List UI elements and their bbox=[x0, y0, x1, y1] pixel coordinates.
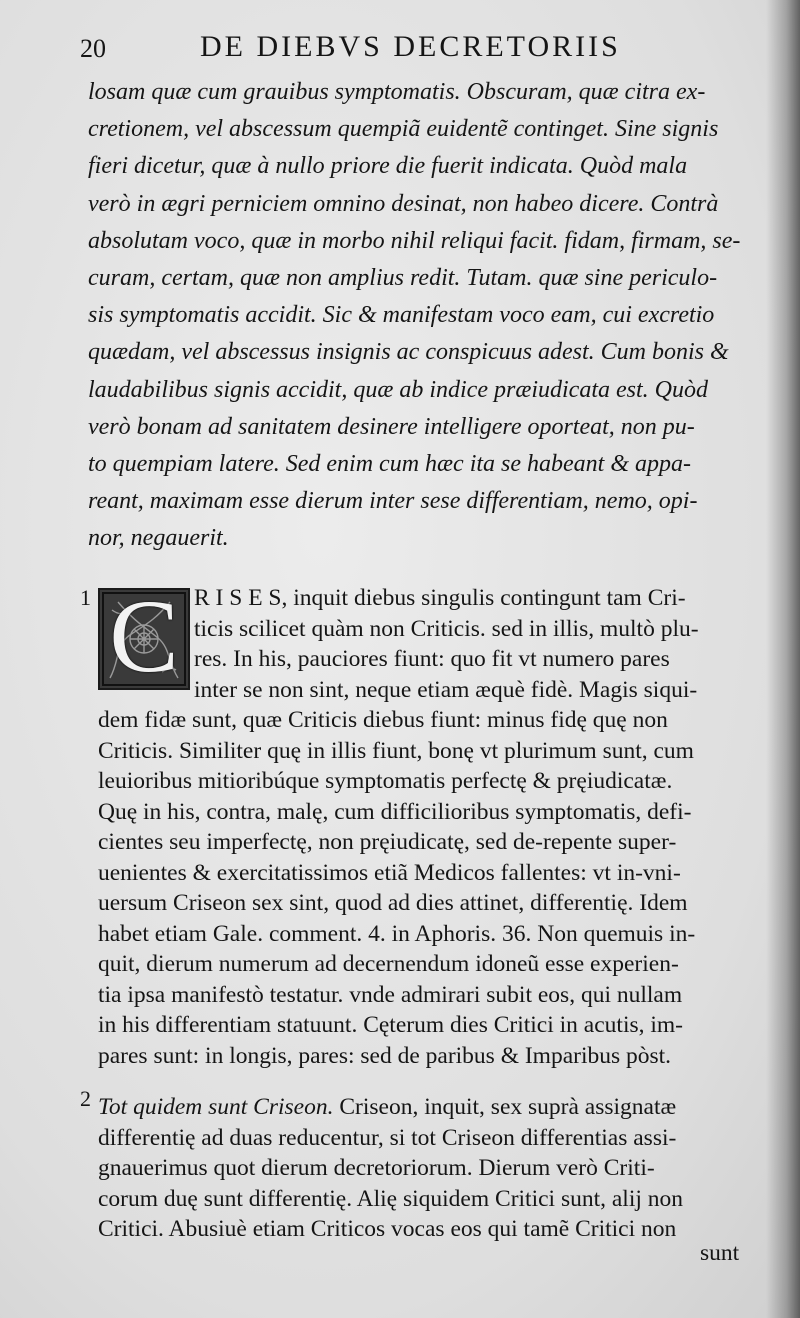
text-line: corum duę sunt differentię. Alię siquidem Critici sunt, alij non bbox=[98, 1185, 684, 1212]
text-line: cientes seu imperfectę, non pręiudicatę, sed de-repente super- bbox=[98, 829, 677, 855]
text-line: quit, dierum numerum ad decernendum idoneũ esse experien- bbox=[98, 951, 679, 977]
section-marker-2: 2 bbox=[80, 1086, 91, 1111]
text-line: laudabilibus signis accidit, quæ ab indice præiudicata est. Quòd bbox=[88, 376, 708, 403]
text-line: habet etiam Gale. comment. 4. in Aphoris. 36. Non quemuis in- bbox=[98, 920, 696, 947]
text-line: Criticis. Similiter quę in illis fiunt, bonę vt plurimum sunt, cum bbox=[98, 737, 694, 764]
page-header bbox=[80, 30, 720, 70]
text-line: sis symptomatis accidit. Sic & manifestam voco eam, cui excretio bbox=[88, 302, 715, 329]
page-number: 20 bbox=[80, 34, 106, 63]
text-line: tia ipsa manifestò testatur. vnde admirari subit eos, qui nullam bbox=[98, 981, 683, 1008]
text-line: reant, maximam esse dierum inter sese differentiam, nemo, opi- bbox=[88, 488, 698, 515]
text-line: leuioribus mitioribúque symptomatis perfectę & pręiudicatæ. bbox=[98, 768, 673, 794]
initial-letter: C bbox=[109, 579, 179, 694]
text-line: ticis scilicet quàm non Criticis. sed in illis, multò plu- bbox=[194, 615, 699, 642]
text-line: curam, certam, quæ non amplius redit. Tutam. quæ sine periculo- bbox=[88, 265, 718, 292]
text-line: absolutam voco, quæ in morbo nihil reliqui facit. fidam, firmam, se- bbox=[88, 227, 741, 254]
text-line: Quę in his, contra, malę, cum difficilioribus symptomatis, defi- bbox=[98, 798, 692, 825]
text-line: inter se non sint, neque etiam æquè fidè. Magis siqui- bbox=[194, 676, 698, 703]
text-line: nor, negauerit. bbox=[88, 525, 229, 552]
lemma: Tot quidem sunt Criseon. bbox=[98, 1094, 334, 1120]
text-line: uenientes & exercitatissimos etiã Medicos fallentes: vt in-vni- bbox=[98, 859, 681, 886]
text-line: R I S E S, inquit diebus singulis contingunt tam Cri- bbox=[194, 585, 686, 611]
text-line: differentię ad duas reducentur, si tot Criseon differentias assi- bbox=[98, 1124, 677, 1151]
text-line: res. In his, pauciores fiunt: quo fit vt numero pares bbox=[194, 646, 670, 672]
section-marker-1: 1 bbox=[80, 585, 91, 610]
section-2-paragraph bbox=[98, 1092, 773, 1245]
text-line: in his differentiam statuunt. Cęterum dies Critici in acutis, im- bbox=[98, 1012, 683, 1038]
text-line: losam quæ cum grauibus symptomatis. Obscuram, quæ citra ex- bbox=[88, 79, 706, 105]
text-line: gnauerimus quot dierum decretoriorum. Dierum verò Criti- bbox=[98, 1155, 655, 1181]
text-line: pares sunt: in longis, pares: sed de paribus & Imparibus pòst. bbox=[98, 1042, 672, 1069]
text-line: fieri dicetur, quæ à nullo priore die fuerit indicata. Quòd mala bbox=[88, 153, 688, 180]
section-1-paragraph bbox=[98, 579, 773, 1071]
text-line: dem fidæ sunt, quæ Criticis diebus fiunt: minus fidę quę non bbox=[98, 707, 668, 733]
text-line bbox=[98, 1092, 773, 1123]
text-line: verò in ægri perniciem omnino desinat, non habeo dicere. Contrà bbox=[88, 190, 719, 217]
text-line: Critici. Abusiuè etiam Criticos vocas eos qui tamẽ Critici non bbox=[98, 1216, 677, 1242]
text-line: to quempiam latere. Sed enim cum hæc ita se habeant & appa- bbox=[88, 451, 691, 478]
italic-paragraph bbox=[88, 74, 768, 558]
text-line: uersum Criseon sex sint, quod ad dies attinet, differentię. Idem bbox=[98, 890, 688, 916]
running-title: DE DIEBVS DECRETORIIS bbox=[200, 30, 621, 63]
text-line: quædam, vel abscessus insignis ac conspicuus adest. Cum bonis & bbox=[88, 339, 729, 366]
text-line: verò bonam ad sanitatem desinere intelligere oporteat, non pu- bbox=[88, 413, 695, 440]
lemma-commentary: Criseon, inquit, sex suprà assignatæ bbox=[333, 1094, 677, 1120]
text-line: cretionem, vel abscessum quempiã euidentẽ continget. Sine signis bbox=[88, 116, 719, 143]
catchword: sunt bbox=[700, 1240, 740, 1266]
